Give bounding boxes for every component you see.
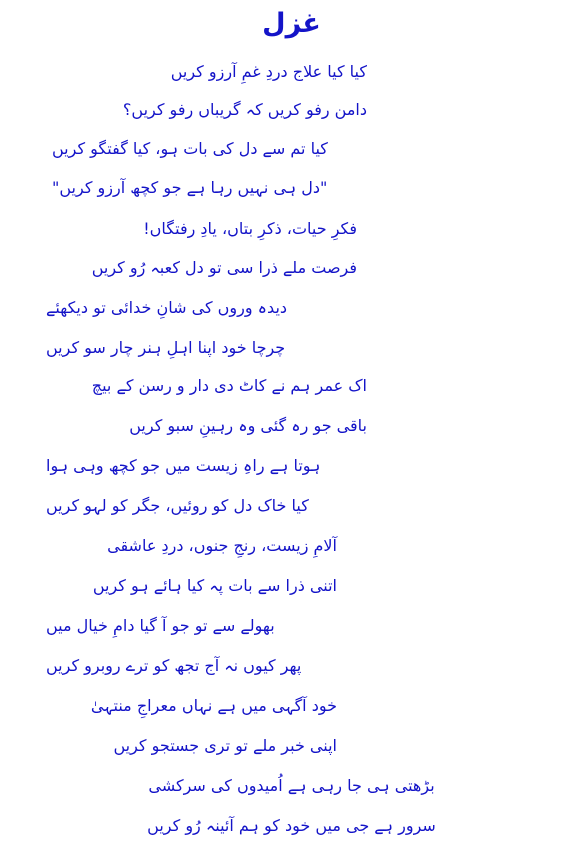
verse-line-7: دیدہ وروں کی شانِ خدائی تو دیکھئے [46, 298, 288, 317]
verse-line-10: باقی جو رہ گئی وہ رہینِ سبو کریں [129, 416, 367, 435]
verse-line-5: فکرِ حیات، ذکرِ بتاں، یادِ رفتگاں! [143, 219, 357, 238]
verse-line-20: سرور ہے جی میں خود کو ہم آئینہ رُو کریں [147, 816, 436, 835]
verse-line-1: کیا کیا علاج دردِ غمِ آرزو کریں [170, 62, 367, 81]
verse-line-11: ہوتا ہے راہِ زیست میں جو کچھ وہی ہوا [46, 456, 321, 475]
verse-line-14: اتنی ذرا سے بات پہ کیا ہائے ہو کریں [92, 576, 337, 595]
verse-line-2: دامن رفو کریں کہ گریباں رفو کریں؟ [122, 100, 367, 119]
verse-line-16: پھر کیوں نہ آج تجھ کو ترے روبرو کریں [46, 656, 302, 675]
verse-line-4: "دل ہی نہیں رہا ہے جو کچھ آرزو کریں" [52, 178, 328, 197]
verse-line-12: کیا خاک دل کو روئیں، جگر کو لہو کریں [46, 496, 309, 515]
page-title: غزل [262, 8, 321, 39]
verse-line-18: اپنی خبر ملے تو تری جستجو کریں [113, 736, 337, 755]
verse-line-15: بھولے سے تو جو آ گیا دامِ خیال میں [46, 616, 275, 635]
verse-line-9: اک عمر ہم نے کاٹ دی دار و رسن کے بیچ [91, 376, 367, 395]
verse-line-19: بڑھتی ہی جا رہی ہے اُمیدوں کی سرکشی [148, 776, 435, 795]
verse-line-17: خود آگہی میں ہے نہاں معراجِ منتہیٰ [90, 696, 337, 715]
verse-line-13: آلامِ زیست، رنجِ جنوں، دردِ عاشقی [107, 536, 337, 555]
verse-line-6: فرصت ملے ذرا سی تو دل کعبہ رُو کریں [91, 258, 357, 277]
verse-line-8: چرچا خود اپنا اہلِ ہنر چار سو کریں [46, 338, 286, 357]
verse-line-3: کیا تم سے دل کی بات ہو، کیا گفتگو کریں [52, 139, 328, 158]
